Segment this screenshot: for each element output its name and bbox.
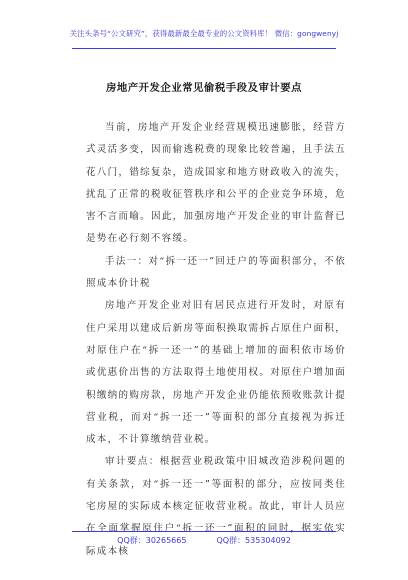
document-title: 房地产开发企业常见偷税手段及审计要点 [105, 82, 303, 94]
footer [0, 535, 408, 546]
paragraph-method-one-detail: 房地产开发企业对旧有居民点进行开发时，对原有住户采用以建成后新房等面积换取需拆占原住户面积，对原住户在“拆一还一”的基础上增加的面积依市场价或优惠价出售的方法取得土地使用权。对原住户增加面积缴纳的购房款，房地产开发企业仍能依预收账款计提营业税，而对“拆一还一”等面积的部分直接视为拆迁成本，不计算缴纳营业税。 [86, 300, 346, 446]
qq-group-link-1[interactable]: QQ群：30265665 [117, 536, 187, 545]
paragraph-intro: 当前，房地产开发企业经营规模迅速膨胀，经营方式灵活多变，因而偷逃税费的现象比较普遍，且手法五花八门，错综复杂，造成国家和地方财政收入的流失，扰乱了正常的税收征管秩序和公平的企业竞争环境，危害不言而喻。因此，加强房地产开发企业的审计监督已是势在必行刻不容缓。 [86, 122, 346, 245]
header-divider [72, 48, 336, 49]
paragraph-method-one: 手法一：对“拆一还一”回迁户的等面积部分，不依照成本价计税 [86, 255, 346, 290]
header-notice-link[interactable]: 关注头条号“公文研究”，获得最新最全最专业的公文资料库！ 微信：gongwenyj [69, 29, 339, 38]
footer-divider [72, 531, 336, 532]
qq-group-link-2[interactable]: QQ群：535304092 [216, 536, 291, 545]
document-body [86, 117, 346, 563]
paragraph-audit-points: 审计要点：根据营业税政策中旧城改造涉税问题的有关条款，对“拆一还一”等面积的部分，应按同类住宅房屋的实际成本核定征收营业税。故此，审计人员应在全面掌握原住户“拆一还一”面积的同时，据实依实际成本核 [86, 456, 346, 557]
